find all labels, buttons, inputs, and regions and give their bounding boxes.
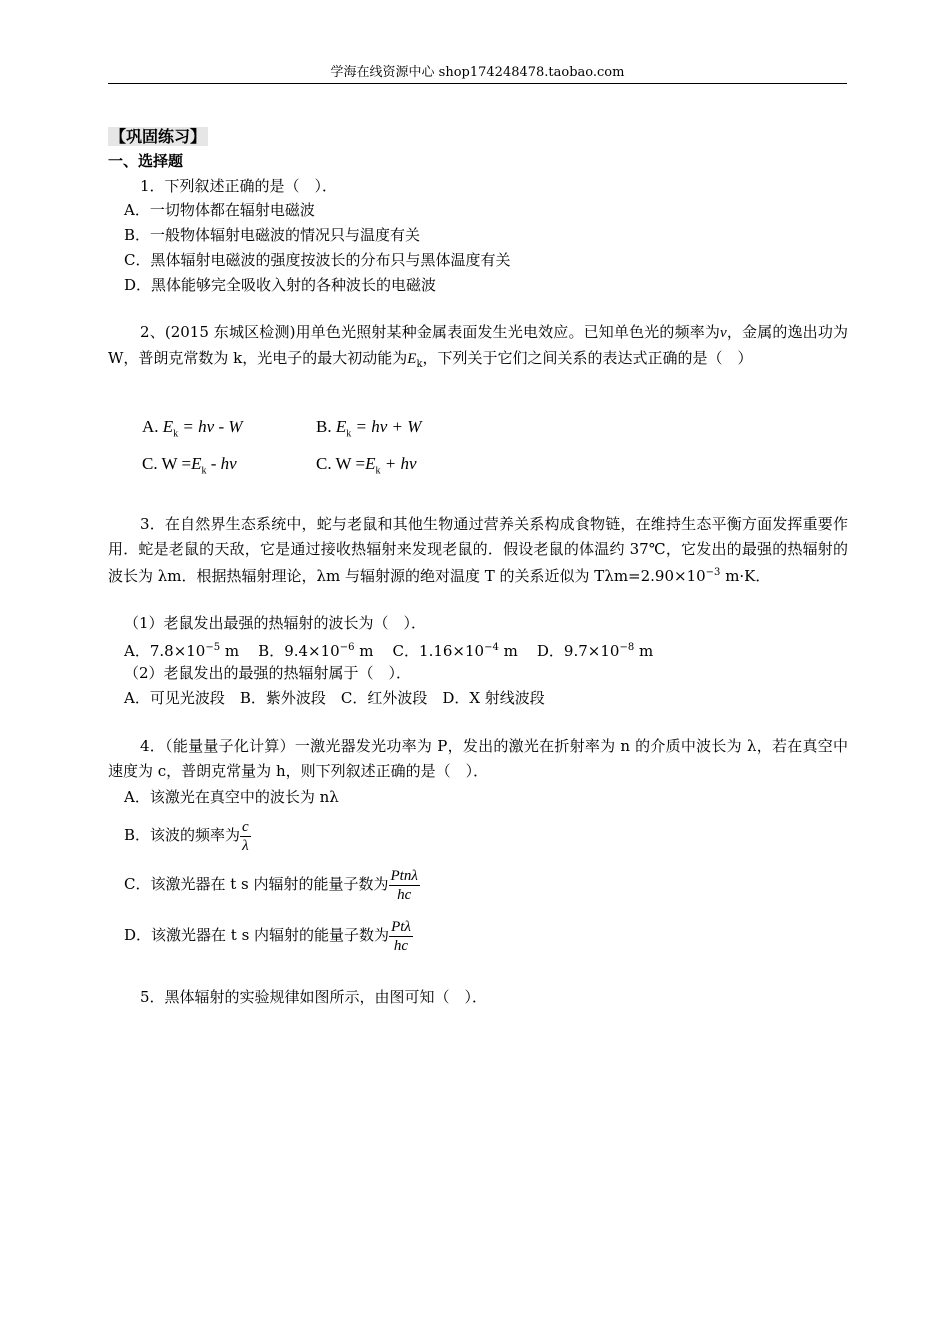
q3-sub1-opt-a: A．7.8×10: [124, 642, 206, 660]
q2-option-c-label: C.: [142, 454, 158, 473]
q3-sub1-opt-a-exp: −5: [205, 642, 221, 653]
q4-option-d-num: Ptλ: [391, 918, 411, 935]
q2-option-b-label: B.: [316, 417, 332, 436]
q2-option-d-label: C.: [316, 454, 332, 473]
q2-option-b-k: k: [346, 428, 352, 440]
q2-option-d-post: + hν: [384, 454, 417, 473]
section-label-text: 【巩固练习】: [110, 127, 207, 146]
q3-sub1-opt-d: D．9.7×10: [536, 642, 620, 660]
q3-sub1-opt-c: C．1.16×10: [392, 642, 485, 660]
q3-stem-b: m·K．: [720, 567, 771, 585]
q2-nu: ν: [720, 325, 727, 341]
q4-option-c-den: hc: [397, 886, 412, 903]
q4-option-d-fraction: [389, 918, 413, 955]
q3-sub1-opt-d-unit: m: [634, 642, 654, 660]
section-label: [108, 126, 208, 148]
q1-stem: 1．下列叙述正确的是（ ）．: [140, 177, 338, 195]
part-label: 一、选择题: [108, 152, 184, 170]
q2-option-c-post: - hν: [210, 454, 237, 473]
q2-ek-e: E: [407, 350, 417, 367]
q4-option-c-fraction: [389, 867, 420, 904]
q4-option-d-text: D．该激光器在 t s 内辐射的能量子数为: [124, 926, 390, 944]
q4-option-b: [124, 815, 251, 855]
q3-sub1-opt-c-exp: −4: [484, 642, 499, 653]
q4-stem: 4．（能量量子化计算）一激光器发光功率为 P，发出的激光在折射率为 n 的介质中波长为 λ，若在真空中速度为 c，普朗克常量为 h，则下列叙述正确的是（ ）．: [108, 737, 848, 780]
q2-stem: [108, 320, 848, 377]
q2-option-b-e: E: [335, 417, 347, 436]
q3-sub1-opt-a-unit: m: [220, 642, 240, 660]
q3-stem: [108, 512, 848, 589]
q2-option-a-k: k: [173, 428, 179, 440]
page-header: 学海在线资源中心 shop174248478.taobao.com: [330, 65, 625, 80]
q4-option-c-text: C．该激光器在 t s 内辐射的能量子数为: [124, 875, 389, 893]
q4-option-c: [124, 864, 420, 904]
q4-option-b-fraction: [240, 818, 251, 855]
q5-stem: 5．黑体辐射的实验规律如图所示，由图可知（ ）．: [140, 988, 488, 1006]
q2-option-a-expr: = hν - W: [182, 417, 243, 436]
q2-stem-a: 2、(2015 东城区检测)用单色光照射某种金属表面发生光电效应。已知单色光的频率为: [140, 323, 721, 341]
q3-sub1: （1）老鼠发出最强的热辐射的波长为（ ）．: [124, 614, 427, 632]
q2-option-c: [142, 453, 237, 482]
q3-stem-a: 3．在自然界生态系统中，蛇与老鼠和其他生物通过营养关系构成食物链，在维持生态平衡方面发挥重要作用．蛇是老鼠的天敌，它是通过接收热辐射来发现老鼠的．假设老鼠的体温约 37℃，它发出的最强的热辐射的波长为 λm．根据热辐射理论，λm 与辐射源的绝对温度 T 的关系近似为 Tλm=2.90×10: [108, 515, 848, 585]
q4-option-b-num: c: [242, 818, 249, 835]
q3-sub1-opt-c-unit: m: [498, 642, 518, 660]
q3-sub1-opt-d-exp: −8: [619, 642, 635, 653]
q2-option-a-label: A.: [142, 417, 159, 436]
q1-option-b: B．一般物体辐射电磁波的情况只与温度有关: [124, 226, 421, 244]
q2-option-a: [142, 416, 243, 445]
q1-option-c: C．黑体辐射电磁波的强度按波长的分布只与黑体温度有关: [124, 251, 511, 269]
q3-sub1-opt-b-unit: m: [354, 642, 374, 660]
q2-ek-k: k: [416, 358, 423, 370]
q3-sub1-options: [124, 637, 653, 662]
q4-option-a: A．该激光在真空中的波长为 nλ: [124, 788, 339, 806]
q2-option-c-pre: W =: [161, 454, 192, 473]
q3-sub1-opt-b-exp: −6: [339, 642, 355, 653]
q2-option-d-e: E: [365, 454, 376, 473]
q1-option-d: D．黑体能够完全吸收入射的各种波长的电磁波: [124, 276, 437, 294]
q4-option-c-num: Ptnλ: [390, 867, 418, 884]
q2-option-c-e: E: [191, 454, 202, 473]
q4-option-b-text: B．该波的频率为: [124, 826, 241, 844]
q2-option-a-e: E: [162, 417, 174, 436]
q2-option-c-k: k: [201, 465, 207, 477]
q3-sub2-options: A．可见光波段 B．紫外波段 C．红外波段 D．X 射线波段: [124, 689, 545, 707]
q3-stem-exp: −3: [705, 567, 721, 578]
q2-option-d-pre: W =: [335, 454, 366, 473]
q2-option-d: [316, 453, 417, 482]
q4-option-d: [124, 915, 413, 955]
q2-option-b-expr: = hν + W: [355, 417, 422, 436]
q2-stem-b: ，金属的逸出功为 W，普朗克常数为 k，光电子的最大初动能为: [108, 323, 848, 367]
q3-sub1-opt-b: B．9.4×10: [258, 642, 340, 660]
q2-stem-c: ，下列关于它们之间关系的表达式正确的是（ ）: [422, 348, 753, 367]
q4-option-b-den: λ: [242, 837, 249, 854]
q1-option-a: A．一切物体都在辐射电磁波: [124, 201, 315, 219]
q3-sub2: （2）老鼠发出的最强的热辐射属于（ ）．: [124, 664, 412, 682]
q2-option-d-k: k: [375, 465, 381, 477]
q4-option-d-den: hc: [393, 937, 409, 954]
header-divider: [108, 83, 847, 84]
q2-option-b: [316, 416, 421, 445]
